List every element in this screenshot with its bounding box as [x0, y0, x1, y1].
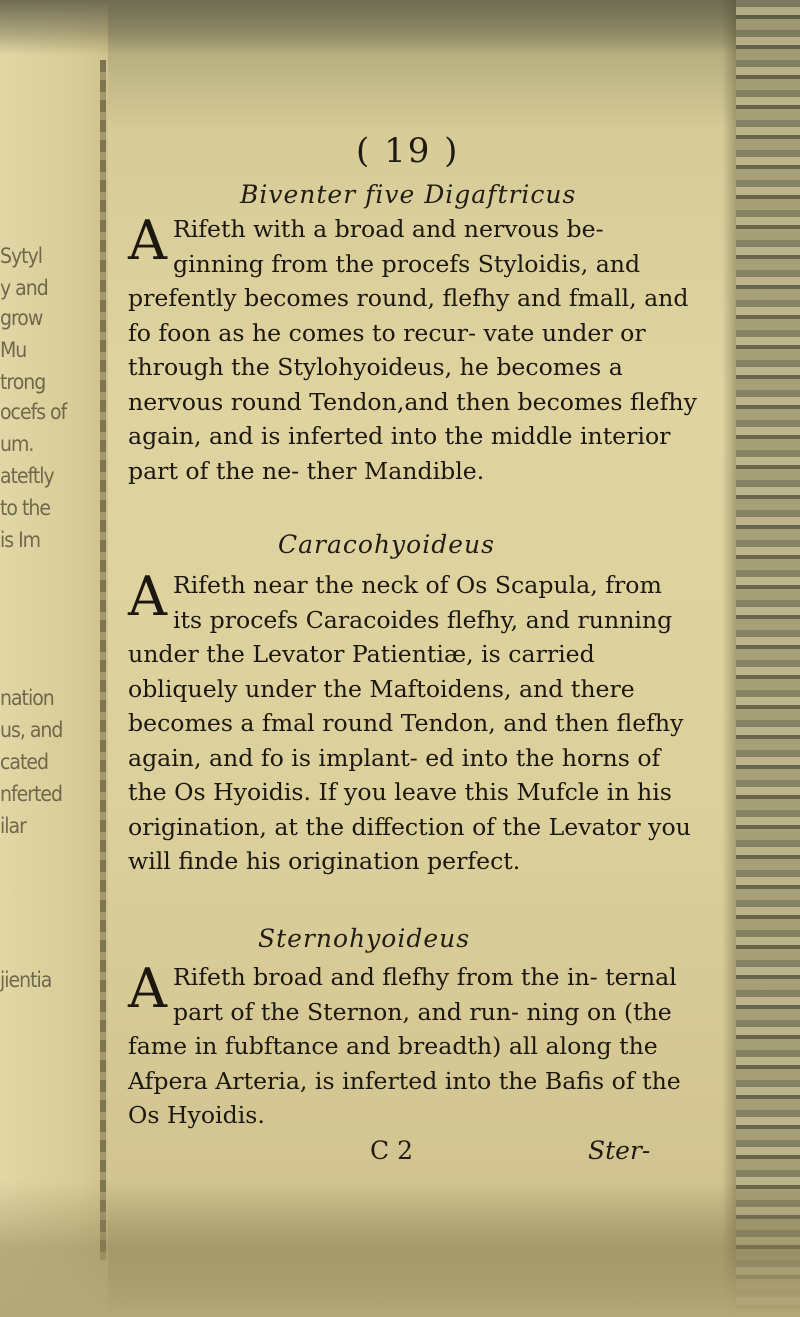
section-paragraph — [128, 957, 698, 1133]
bleed-text: cated — [0, 750, 48, 774]
facing-page-strip — [0, 0, 108, 1317]
drop-cap: A — [128, 209, 167, 272]
bleed-text: ateftly — [0, 464, 54, 488]
paragraph-text: Rifeth broad and flefhy from the in- ternal part of the Sternon, and run- ning on (the fame in fubftance and breadth) all along the Afpera Arteria, is inferted into the Bafis of the Os Hyoidis. — [128, 963, 681, 1129]
bleed-text: Sytyl — [0, 244, 43, 268]
bleed-text: jientia — [0, 968, 52, 992]
bleed-text: Mu — [0, 338, 27, 362]
bleed-text: ocefs of — [0, 400, 67, 424]
page-gutter — [100, 60, 106, 1260]
paragraph-text: Rifeth near the neck of Os Scapula, from its procefs Caracoides flefhy, and running under the Levator Patientiæ, is carried obliquely under the Maftoidens, and there becomes a fmal round Tendon, and then flefhy again, and fo is implant- ed into the horns of the Os Hyoidis. If you leave this Mufcle in his origination, at the diffection of the Levator you will finde his origination perfect. — [128, 571, 691, 875]
section-heading: Caracohyoideus — [278, 530, 495, 559]
bleed-text: nation — [0, 686, 54, 710]
signature-mark: C 2 — [370, 1136, 413, 1165]
bleed-text: trong — [0, 370, 46, 394]
bleed-text: ilar — [0, 814, 26, 838]
section-paragraph — [128, 209, 698, 488]
section-heading: Sternohyoideus — [258, 924, 471, 953]
bleed-text: us, and — [0, 718, 63, 742]
drop-cap: A — [128, 957, 167, 1020]
bleed-text: y and — [0, 276, 48, 300]
bottom-shadow — [0, 1180, 800, 1317]
section-heading: Biventer five Digaftricus — [240, 180, 577, 209]
page-number: ( 19 ) — [356, 131, 460, 171]
right-edge-shadow — [722, 0, 736, 1317]
bleed-text: um. — [0, 432, 34, 456]
bleed-text: is Im — [0, 528, 41, 552]
bleed-text: to the — [0, 496, 50, 520]
top-shadow — [0, 0, 800, 55]
catchword: Ster- — [588, 1136, 651, 1165]
drop-cap: A — [128, 565, 167, 628]
page-right-edge — [736, 0, 800, 1317]
section-paragraph — [128, 565, 698, 879]
paragraph-text: Rifeth with a broad and nervous be- ginning from the procefs Styloidis, and prefently becomes round, flefhy and fmall, and fo foon as he comes to recur- vate under or through the Stylohyoideus, he becomes a nervous round Tendon,and then becomes flefhy again, and is inferted into the middle interior part of the ne- ther Mandible. — [128, 215, 697, 485]
bleed-text: grow — [0, 306, 43, 330]
bleed-text: nferted — [0, 782, 63, 806]
